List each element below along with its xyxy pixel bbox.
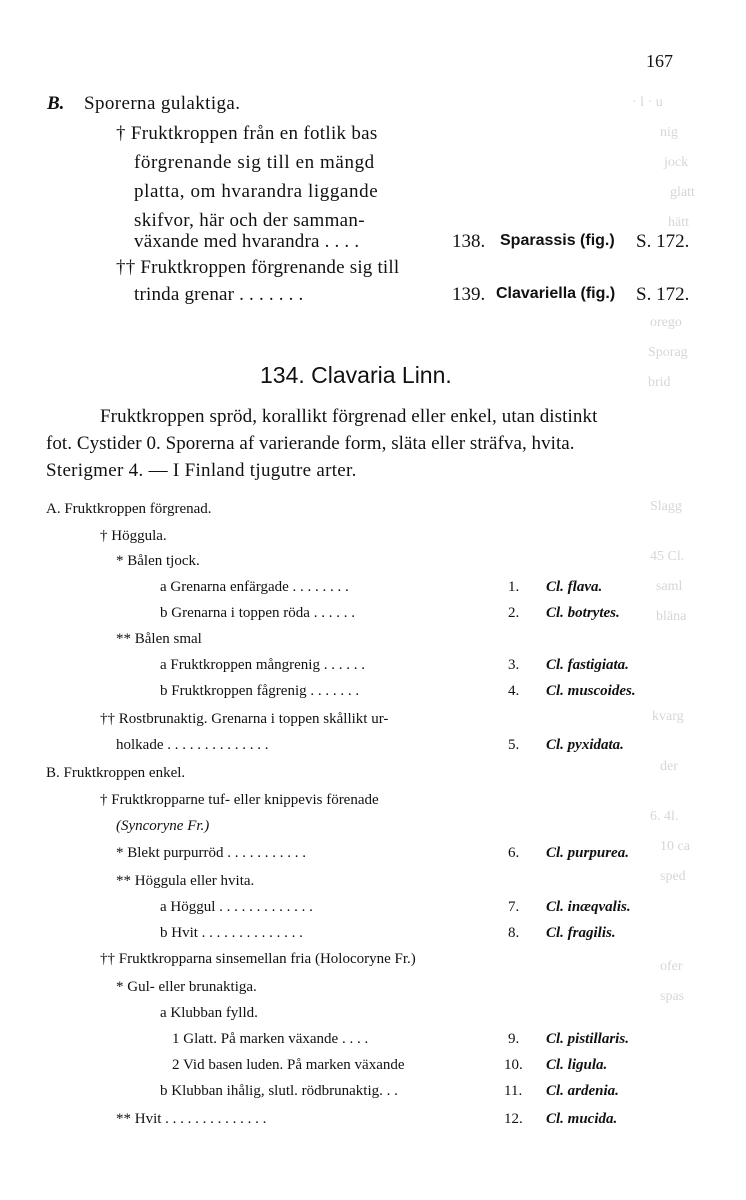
genus-heading: 134. Clavaria Linn.	[260, 362, 452, 388]
key-line: 1 Glatt. På marken växande . . . .	[172, 1031, 369, 1047]
key-line: a Klubban fylld.	[160, 1005, 258, 1021]
key-heading: B. Fruktkroppen enkel.	[46, 765, 186, 781]
key-number: 4.	[508, 683, 520, 699]
page-reference: S. 172.	[636, 231, 690, 252]
key-line: ** Bålen smal	[116, 631, 202, 647]
key-line: †† Fruktkropparna sinsemellan fria (Holocoryne Fr.)	[100, 951, 416, 967]
key-heading: A. Fruktkroppen förgrenad.	[46, 501, 212, 517]
key-line: a Fruktkroppen mångrenig . . . . . .	[160, 657, 365, 673]
key-line: †† Fruktkroppen förgrenande sig till	[116, 257, 400, 278]
species-name: Cl. pyxidata.	[546, 737, 624, 753]
key-number: 6.	[508, 845, 520, 861]
key-number: 12.	[504, 1111, 523, 1127]
species-name: Cl. purpurea.	[546, 845, 629, 861]
key-line: † Fruktkropparne tuf- eller knippevis förenade	[100, 792, 379, 808]
key-line: b Fruktkroppen fågrenig . . . . . . .	[160, 683, 360, 699]
key-number: 10.	[504, 1057, 523, 1073]
key-line: holkade . . . . . . . . . . . . . .	[116, 737, 269, 753]
species-name: Cl. pistillaris.	[546, 1031, 629, 1047]
key-line: †† Rostbrunaktig. Grenarna i toppen skållikt ur-	[100, 711, 389, 727]
key-line: b Klubban ihålig, slutl. rödbrunaktig. . .	[160, 1083, 398, 1099]
key-line: förgrenande sig till en mängd	[134, 152, 375, 173]
species-name: Cl. inæqvalis.	[546, 899, 631, 915]
species-name: Cl. muscoides.	[546, 683, 636, 699]
genus-reference: Sparassis (fig.)	[500, 232, 615, 249]
key-number: 9.	[508, 1031, 520, 1047]
key-line: * Blekt purpurröd . . . . . . . . . . .	[116, 845, 306, 861]
key-number: 139.	[452, 284, 486, 305]
description-line: Sterigmer 4. — I Finland tjugutre arter.	[46, 460, 357, 481]
key-number: 8.	[508, 925, 520, 941]
key-line: skifvor, här och der samman-	[134, 210, 365, 231]
species-name: Cl. botrytes.	[546, 605, 620, 621]
key-line: ** Höggula eller hvita.	[116, 873, 255, 889]
key-number: 1.	[508, 579, 520, 595]
description-line: fot. Cystider 0. Sporerna af varierande form, släta eller sträfva, hvita.	[46, 433, 575, 454]
key-line: † Höggula.	[100, 528, 167, 544]
species-name: Cl. ardenia.	[546, 1083, 619, 1099]
species-name: Cl. fastigiata.	[546, 657, 629, 673]
section-marker: B.	[47, 93, 65, 114]
species-name: Cl. fragilis.	[546, 925, 616, 941]
page-reference: S. 172.	[636, 284, 690, 305]
key-number: 11.	[504, 1083, 523, 1099]
key-number: 138.	[452, 231, 486, 252]
key-line: b Hvit . . . . . . . . . . . . . .	[160, 925, 303, 941]
species-name: Cl. ligula.	[546, 1057, 608, 1073]
key-line: * Bålen tjock.	[116, 553, 200, 569]
key-line: trinda grenar . . . . . . .	[134, 284, 304, 305]
key-heading: Sporerna gulaktiga.	[84, 93, 241, 114]
key-line: * Gul- eller brunaktiga.	[116, 979, 257, 995]
key-number: 3.	[508, 657, 520, 673]
key-number: 5.	[508, 737, 520, 753]
key-line: växande med hvarandra . . . .	[134, 231, 360, 252]
key-line: (Syncoryne Fr.)	[116, 818, 210, 834]
key-number: 7.	[508, 899, 520, 915]
key-line: 2 Vid basen luden. På marken växande	[172, 1057, 405, 1073]
key-line: b Grenarna i toppen röda . . . . . .	[160, 605, 355, 621]
key-line: platta, om hvarandra liggande	[134, 181, 379, 202]
key-line: † Fruktkroppen från en fotlik bas	[116, 123, 378, 144]
genus-reference: Clavariella (fig.)	[496, 285, 616, 302]
key-line: a Höggul . . . . . . . . . . . . .	[160, 899, 313, 915]
species-name: Cl. flava.	[546, 579, 603, 595]
description-line: Fruktkroppen spröd, korallikt förgrenad eller enkel, utan distinkt	[100, 406, 598, 427]
key-line: a Grenarna enfärgade . . . . . . . .	[160, 579, 349, 595]
page-number: 167	[646, 51, 673, 71]
species-name: Cl. mucida.	[546, 1111, 618, 1127]
key-line: ** Hvit . . . . . . . . . . . . . .	[116, 1111, 267, 1127]
key-number: 2.	[508, 605, 520, 621]
